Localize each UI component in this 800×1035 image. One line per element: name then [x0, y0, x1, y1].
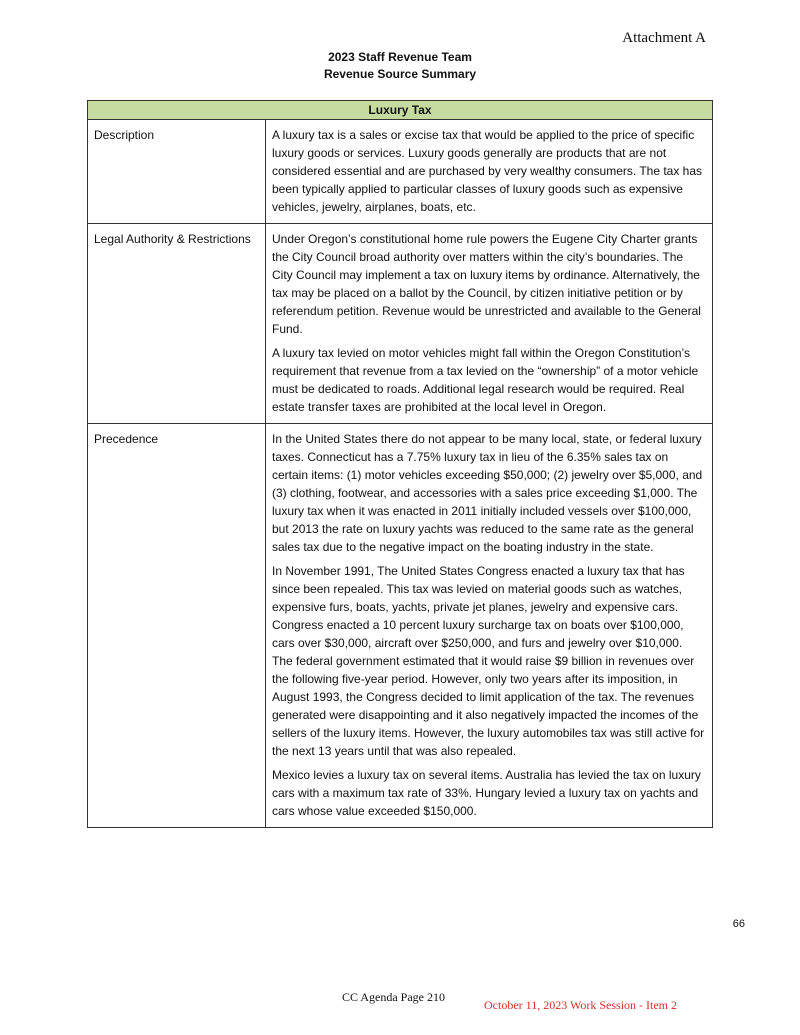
heading-line-2: Revenue Source Summary: [323, 67, 477, 81]
row-label: Precedence: [88, 424, 266, 827]
paragraph: Mexico levies a luxury tax on several items. Australia has levied the tax on luxury cars with a maximum tax rate of 33%. Hungary levied a luxury tax on yachts and cars whose value exceeded $150,000.: [272, 768, 701, 818]
table-row-description: [88, 120, 712, 224]
table-header: Luxury Tax: [88, 101, 712, 120]
row-label: Legal Authority & Restrictions: [88, 224, 266, 423]
row-content: [266, 120, 712, 223]
heading-line-1: 2023 Staff Revenue Team: [328, 50, 472, 64]
paragraph: In the United States there do not appear to be many local, state, or federal luxury taxes. Connecticut has a 7.75% luxury tax in lieu of the 6.35% sales tax on certain items: (1) motor vehicles exceeding $50,000; (2) jewelry over $5,000, and (3) clothing, footwear, and accessories with a sales price exceeding $1,000. The luxury tax when it was enacted in 2011 initially included vessels over $100,000, but 2013 the rate on luxury yachts was reduced to the same rate as the general sales tax due to the negative impact on the boating industry in the state.: [272, 432, 703, 554]
luxury-tax-table: [87, 100, 713, 828]
paragraph: Under Oregon’s constitutional home rule powers the Eugene City Charter grants the City Council broad authority over matters within the city’s boundaries. The City Council may implement a tax on luxury items by ordinance. Alternatively, the tax may be placed on a ballot by the Council, by citizen initiative petition or by referendum petition. Revenue would be unrestricted and available to the General Fund.: [272, 232, 701, 336]
table-row-legal-authority: [88, 224, 712, 424]
document-heading: [0, 49, 800, 83]
table-row-precedence: [88, 424, 712, 827]
row-label: Description: [88, 120, 266, 223]
row-content: [266, 224, 712, 423]
paragraph: A luxury tax levied on motor vehicles might fall within the Oregon Constitution’s requirement that revenue from a tax levied on the “ownership” of a motor vehicle must be dedicated to roads. Additional legal research would be required. Real estate transfer taxes are prohibited at the local level in Oregon.: [272, 346, 699, 414]
agenda-page-label: CC Agenda Page 210: [342, 990, 445, 1004]
attachment-label: Attachment A: [622, 30, 706, 46]
page-number: 66: [732, 918, 745, 930]
work-session-label: October 11, 2023 Work Session - Item 2: [484, 998, 678, 1012]
paragraph: In November 1991, The United States Congress enacted a luxury tax that has since been repealed. This tax was levied on material goods such as watches, expensive furs, boats, yachts, private jet planes, jewelry and expensive cars. Congress enacted a 10 percent luxury surcharge tax on boats over $100,000, cars over $30,000, aircraft over $250,000, and furs and jewelry over $10,000. The federal government estimated that it would raise $9 billion in revenues over the following five-year period. However, only two years after its imposition, in August 1993, the Congress decided to limit application of the tax. The revenues generated were disappointing and it also negatively impacted the incomes of the sellers of the luxury items. However, the luxury automobiles tax was still active for the next 13 years until that was also repealed.: [272, 564, 705, 758]
paragraph: A luxury tax is a sales or excise tax that would be applied to the price of specific luxury goods or services. Luxury goods generally are products that are not considered essential and are purchased by very wealthy consumers. The tax has been typically applied to particular classes of luxury goods such as expensive vehicles, jewelry, airplanes, boats, etc.: [272, 128, 703, 214]
row-content: [266, 424, 712, 827]
